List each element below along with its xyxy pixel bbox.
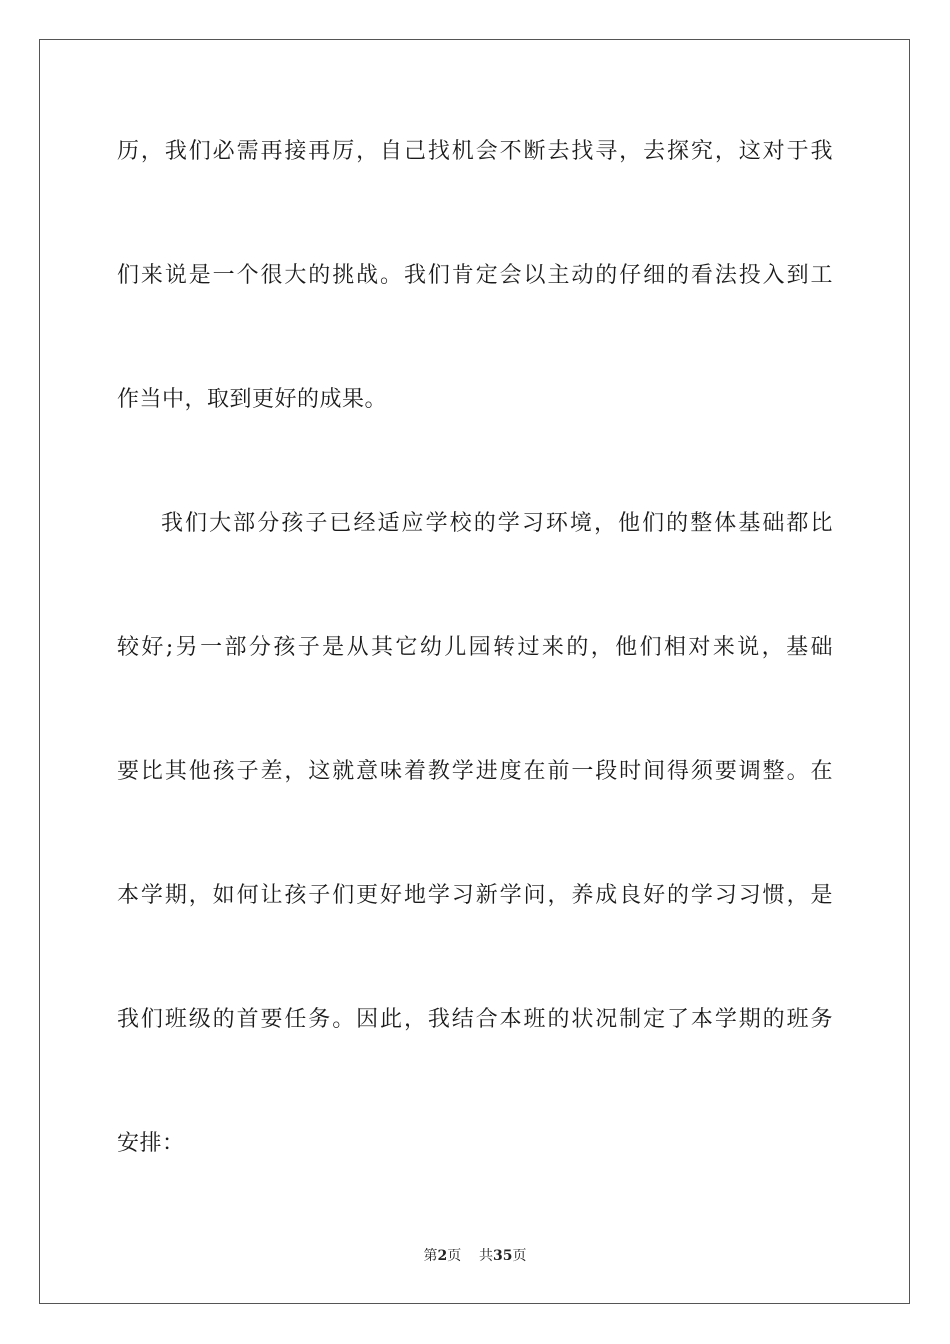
footer-page-number: 2 bbox=[437, 1248, 448, 1264]
page-footer bbox=[0, 1246, 950, 1266]
footer-page-suffix: 页 bbox=[447, 1248, 462, 1264]
footer-total-prefix: 共 bbox=[479, 1248, 494, 1264]
footer-page-prefix: 第 bbox=[423, 1248, 438, 1264]
body-line-8: 我们班级的首要任务。因此，我结合本班的状况制定了本学期的班务 bbox=[117, 1007, 833, 1032]
footer-total-suffix: 页 bbox=[512, 1248, 527, 1264]
body-line-4: 我们大部分孩子已经适应学校的学习环境，他们的整体基础都比 bbox=[161, 511, 833, 536]
body-line-6: 要比其他孩子差，这就意味着教学进度在前一段时间得须要调整。在 bbox=[117, 759, 833, 784]
body-line-1: 历，我们必需再接再厉，自己找机会不断去找寻，去探究，这对于我 bbox=[117, 139, 833, 164]
page-border bbox=[39, 39, 910, 1304]
body-line-2: 们来说是一个很大的挑战。我们肯定会以主动的仔细的看法投入到工 bbox=[117, 263, 833, 288]
footer-total-pages: 35 bbox=[493, 1248, 513, 1264]
body-line-7: 本学期，如何让孩子们更好地学习新学问，养成良好的学习习惯，是 bbox=[117, 883, 833, 908]
body-line-5: 较好;另一部分孩子是从其它幼儿园转过来的，他们相对来说，基础 bbox=[117, 635, 833, 660]
body-line-3: 作当中，取到更好的成果。 bbox=[117, 387, 388, 412]
body-line-9: 安排： bbox=[117, 1131, 185, 1156]
